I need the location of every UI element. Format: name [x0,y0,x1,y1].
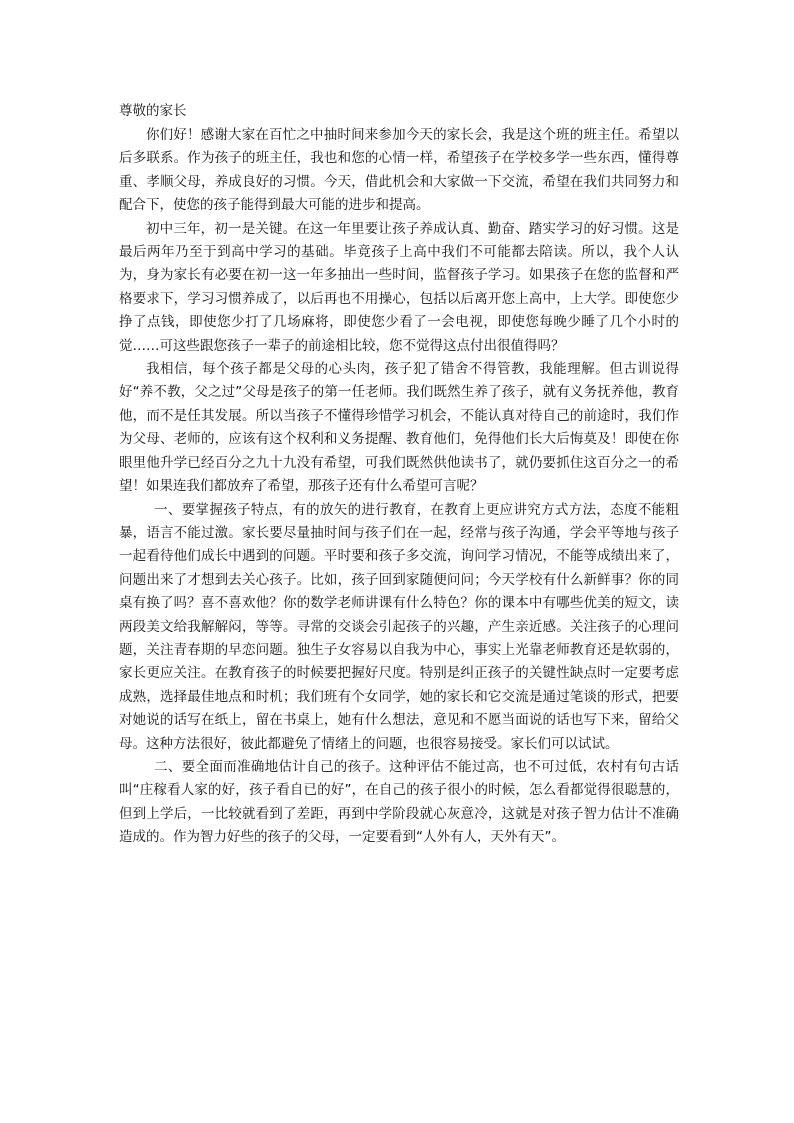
paragraph-responsibility: 我相信，每个孩子都是父母的心头肉，孩子犯了错舍不得管教，我能理解。但古训说得好“养不教，父之过”父母是孩子的第一任老师。我们既然生养了孩子，就有义务抚养他，教育他，而不是任其发展。所以当孩子不懂得珍惜学习机会，不能认真对待自己的前途时，我们作为父母、老师的，应该有这个权利和义务提醒、教育他们，免得他们长大后悔莫及！即使在你眼里他升学已经百分之九十九没有希望，可我们既然供他读书了，就仍要抓住这百分之一的希望！如果连我们都放弃了希望，那孩子还有什么希望可言呢？ [119,361,679,495]
paragraph-point-two: 二、要全面而准确地估计自己的孩子。这种评估不能过高，也不可过低，农村有句古话叫“庄稼看人家的好，孩子看自已的好”，在自己的孩子很小的时候，怎么看都觉得很聪慧的，但到上学后，一比较就看到了差距，再到中学阶段就心灰意冷，这就是对孩子智力估计不准确造成的。作为智力好些的孩子的父母，一定要看到“人外有人，天外有天”。 [119,758,679,846]
document-body [119,99,679,850]
salutation: 尊敬的家长 [119,103,187,119]
letter-text [119,124,679,850]
paragraph-greeting: 你们好！感谢大家在百忙之中抽时间来参加今天的家长会，我是这个班的班主任。希望以后多联系。作为孩子的班主任，我也和您的心情一样，希望孩子在学校多学一些东西，懂得尊重、孝顺父母，养成良好的习惯。今天，借此机会和大家做一下交流，希望在我们共同努力和配合下，使您的孩子能得到最大可能的进步和提高。 [119,127,679,214]
paragraph-point-one: 一、要掌握孩子特点，有的放矢的进行教育，在教育上更应讲究方式方法，态度不能粗暴，语言不能过激。家长要尽量抽时间与孩子们在一起，经常与孩子沟通，学会平等地与孩子一起看待他们成长中遇到的问题。平时要和孩子多交流，询问学习情况，不能等成绩出来了，问题出来了才想到去关心孩子。比如，孩子回到家随便问问；今天学校有什么新鲜事？你的同桌有换了吗？喜不喜欢他？你的数学老师讲课有什么特色？你的课本中有哪些优美的短文，读两段美文给我解解闷，等等。寻常的交谈会引起孩子的兴趣，产生亲近感。关注孩子的心理问题，关注青春期的早恋问题。独生子女容易以自我为中心，事实上光靠老师教育还是软弱的，家长更应关注。在教育孩子的时候要把握好尺度。特别是纠正孩子的关键性缺点时一定要考虑成熟，选择最佳地点和时机；我们班有个女同学，她的家长和它交流是通过笔谈的形式，把要对她说的话写在纸上，留在书桌上，她有什么想法，意见和不愿当面说的话也写下来，留给父母。这种方法很好，彼此都避免了情绪上的问题，也很容易接受。家长们可以试试。 [119,501,679,752]
paragraph-grade-one: 初中三年，初一是关键。在这一年里要让孩子养成认真、勤奋、踏实学习的好习惯。这是最后两年乃至于到高中学习的基础。毕竟孩子上高中我们不可能都去陪读。所以，我个人认为，身为家长有必要在初一这一年多抽出一些时间，监督孩子学习。如果孩子在您的监督和严格要求下，学习习惯养成了，以后再也不用操心，包括以后离开您上高中，上大学。即使您少挣了点钱，即使您少打了几场麻将，即使您少看了一会电视，即使您每晚少睡了几个小时的觉……可这些跟您孩子一辈子的前途相比较，您不觉得这点付出很值得吗？ [119,220,679,354]
